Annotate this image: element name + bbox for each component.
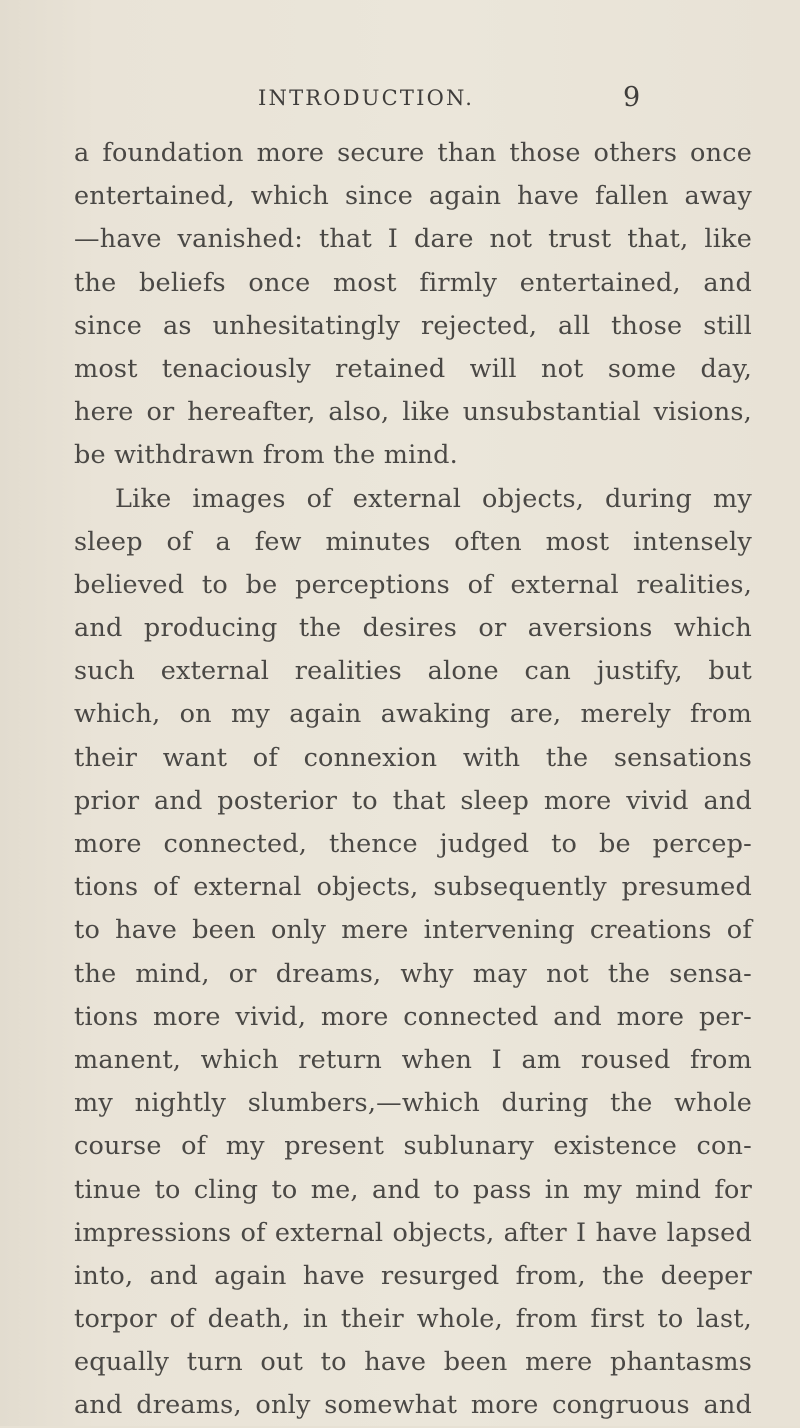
text-line: since as unhesitatingly rejected, all those still — [74, 310, 752, 341]
text-line: here or hereafter, also, like unsubstantial visions, — [74, 397, 752, 428]
text-line: tions more vivid, more connected and more per- — [74, 1001, 752, 1032]
text-line: to have been only mere intervening creations of — [74, 915, 752, 946]
text-line: torpor of death, in their whole, from first to last, — [74, 1304, 752, 1335]
text-line: into, and again have resurged from, the deeper — [74, 1260, 752, 1291]
text-line: the beliefs once most firmly entertained, and — [74, 267, 752, 298]
text-line: course of my present sublunary existence con- — [74, 1131, 752, 1162]
text-line: the mind, or dreams, why may not the sensa- — [74, 958, 752, 989]
text-line: —have vanished: that I dare not trust that, like — [74, 224, 752, 255]
text-line: tions of external objects, subsequently presumed — [74, 872, 752, 903]
text-line: more connected, thence judged to be percep- — [74, 829, 752, 859]
text-line: sleep of a few minutes often most intensely — [74, 526, 752, 557]
text-line: and dreams, only somewhat more congruous and — [74, 1390, 752, 1421]
page-number: 9 — [623, 82, 641, 113]
paragraph-start-line: Like images of external objects, during my — [115, 483, 752, 514]
body-text — [74, 132, 752, 1428]
text-line: and producing the desires or aversions which — [74, 613, 752, 644]
text-line: my nightly slumbers,—which during the whole — [74, 1088, 752, 1119]
running-title: INTRODUCTION. — [258, 86, 475, 110]
paragraph-end-line: be withdrawn from the mind. — [74, 440, 458, 471]
text-line: believed to be perceptions of external realities, — [74, 569, 752, 600]
text-line: such external realities alone can justify, but — [74, 656, 752, 687]
text-line: impressions of external objects, after I have lapsed — [74, 1217, 752, 1248]
text-line: which, on my again awaking are, merely from — [74, 699, 752, 730]
text-line: their want of connexion with the sensations — [74, 742, 752, 773]
text-line: prior and posterior to that sleep more vivid and — [74, 785, 752, 816]
text-line: most tenaciously retained will not some day, — [74, 353, 752, 384]
text-line: a foundation more secure than those others once — [74, 138, 752, 168]
text-line: equally turn out to have been mere phantasms — [74, 1347, 752, 1378]
text-line: tinue to cling to me, and to pass in my mind for — [74, 1174, 752, 1205]
text-line: entertained, which since again have fallen away — [74, 181, 752, 212]
running-head — [0, 82, 800, 118]
text-line: manent, which return when I am roused from — [74, 1044, 752, 1075]
